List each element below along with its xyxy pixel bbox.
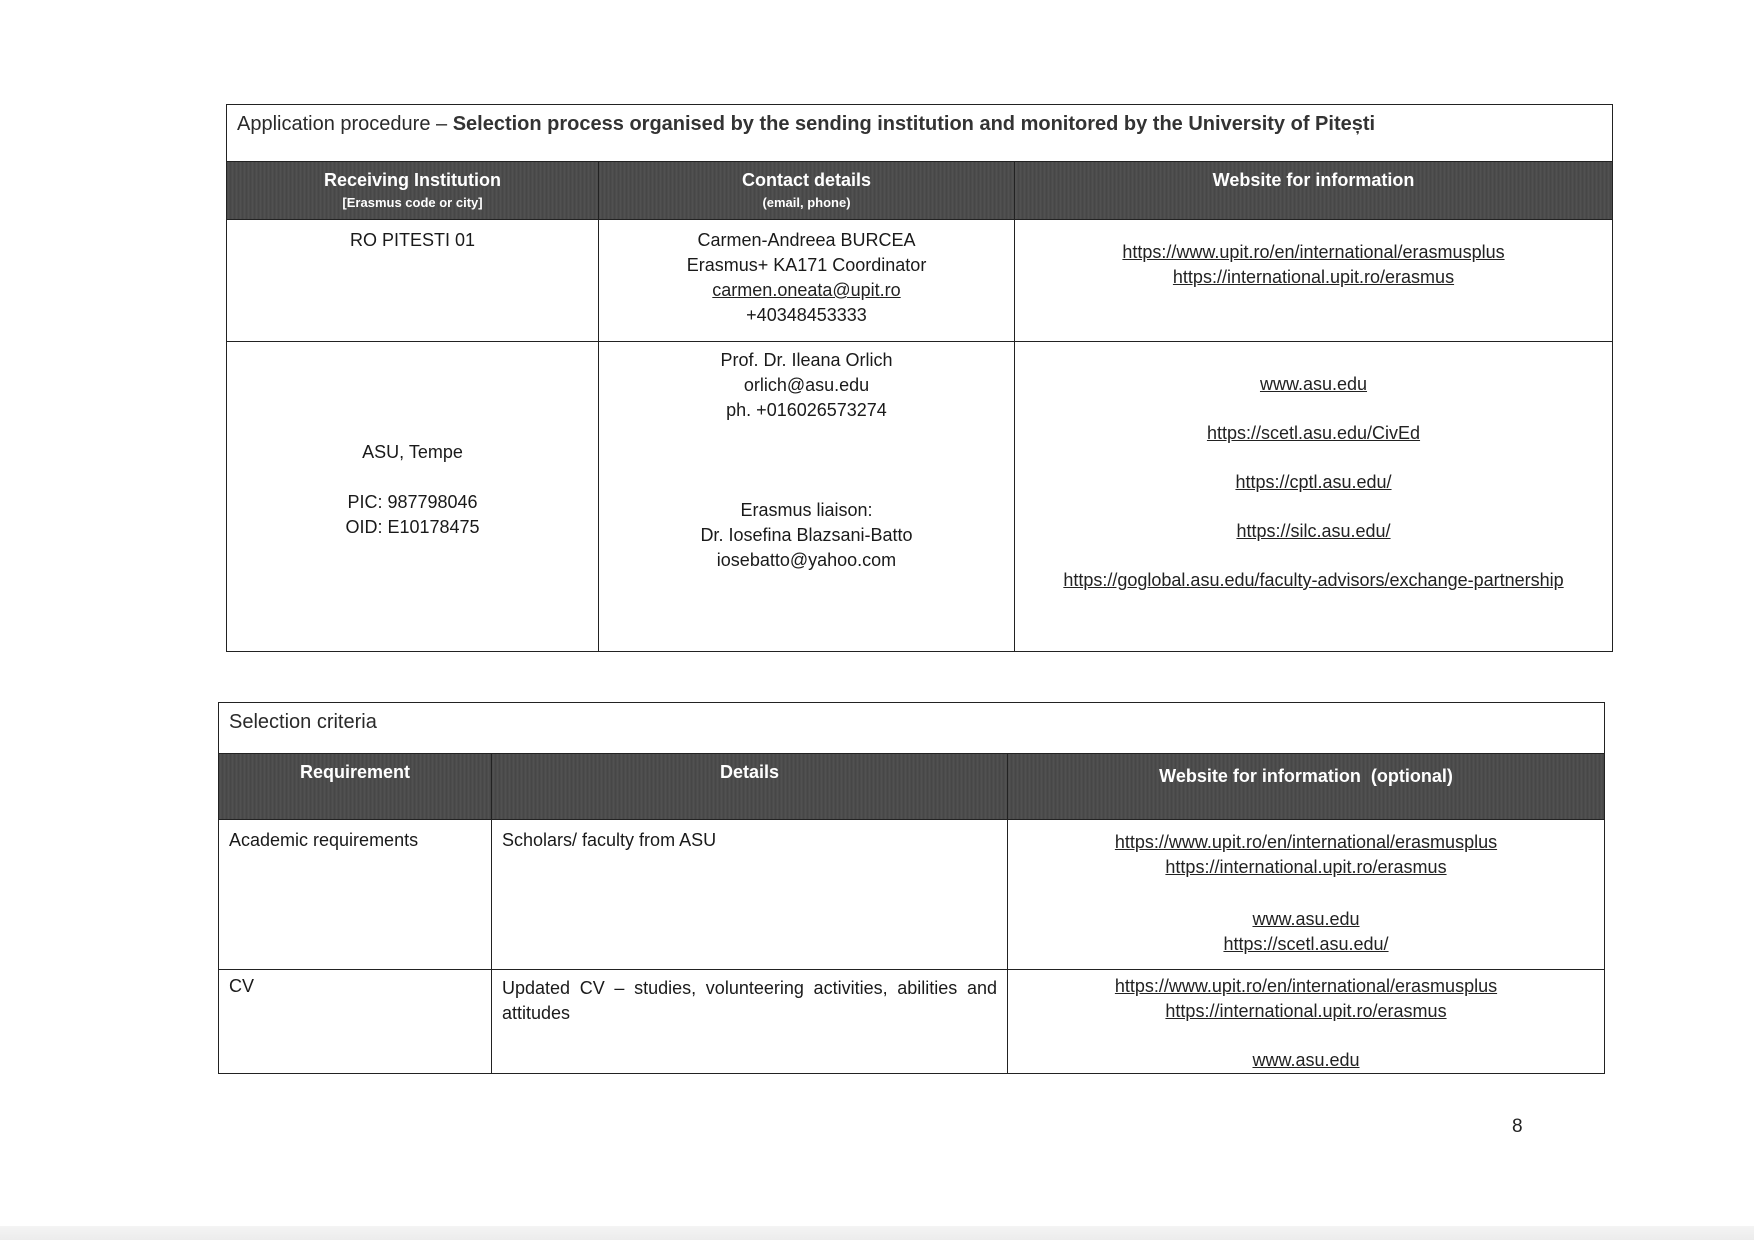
application-procedure-table bbox=[226, 104, 1613, 652]
details-text: Updated CV – studies, volunteering activities, abilities and attitudes bbox=[502, 978, 997, 1023]
application-caption-row bbox=[227, 105, 1613, 162]
header-requirement bbox=[219, 754, 492, 820]
website-cell bbox=[1008, 970, 1605, 1074]
header-details-label: Details bbox=[719, 762, 780, 782]
application-caption-light: Application procedure – bbox=[237, 113, 453, 135]
application-header-row bbox=[227, 162, 1613, 220]
contact-phone: +40348453333 bbox=[746, 305, 867, 325]
contact-cell bbox=[599, 220, 1015, 342]
selection-caption-text: Selection criteria bbox=[229, 711, 377, 733]
header-contact-details-label: Contact details bbox=[741, 170, 872, 190]
table-row bbox=[227, 220, 1613, 342]
requirement-cell bbox=[219, 970, 492, 1074]
website-link[interactable]: www.asu.edu bbox=[1259, 374, 1368, 394]
website-link[interactable]: https://international.upit.ro/erasmus bbox=[1172, 267, 1455, 287]
table-row bbox=[219, 820, 1605, 970]
website-link[interactable]: www.asu.edu bbox=[1252, 1050, 1360, 1070]
page-edge bbox=[0, 1226, 1754, 1240]
header-website bbox=[1015, 162, 1613, 220]
institution-oid: OID: E10178475 bbox=[345, 517, 480, 537]
selection-header-row bbox=[219, 754, 1605, 820]
liaison-name: Dr. Iosefina Blazsani-Batto bbox=[700, 525, 913, 545]
contact-name: Prof. Dr. Ileana Orlich bbox=[720, 350, 893, 370]
website-cell bbox=[1015, 342, 1613, 652]
header-contact-details bbox=[599, 162, 1015, 220]
website-link[interactable]: https://scetl.asu.edu/CivEd bbox=[1206, 423, 1421, 443]
application-caption bbox=[227, 105, 1613, 162]
header-receiving-institution-label: Receiving Institution bbox=[323, 170, 501, 190]
contact-email-link[interactable]: carmen.oneata@upit.ro bbox=[712, 280, 901, 300]
institution-pic: PIC: 987798046 bbox=[347, 492, 478, 512]
contact-phone: ph. +016026573274 bbox=[726, 400, 887, 420]
application-caption-bold: Selection process organised by the sending institution and monitored by the University of Pitești bbox=[452, 113, 1376, 135]
liaison-label: Erasmus liaison: bbox=[740, 500, 873, 520]
table-row bbox=[227, 342, 1613, 652]
institution-cell bbox=[227, 220, 599, 342]
website-link[interactable]: https://www.upit.ro/en/international/erasmusplus bbox=[1114, 832, 1498, 852]
header-receiving-institution-sub: [Erasmus code or city] bbox=[342, 195, 483, 210]
header-receiving-institution bbox=[227, 162, 599, 220]
contact-role: Erasmus+ KA171 Coordinator bbox=[686, 255, 927, 275]
selection-caption-row bbox=[219, 703, 1605, 754]
selection-criteria-table bbox=[218, 702, 1605, 1074]
website-link[interactable]: https://international.upit.ro/erasmus bbox=[1165, 857, 1447, 877]
page-number: 8 bbox=[1512, 1116, 1523, 1137]
header-website-label: Website for information bbox=[1212, 170, 1415, 190]
header-contact-details-sub: (email, phone) bbox=[762, 195, 851, 210]
website-link[interactable]: https://silc.asu.edu/ bbox=[1236, 521, 1391, 541]
requirement-text: Academic requirements bbox=[229, 830, 419, 850]
website-link[interactable]: www.asu.edu bbox=[1252, 909, 1360, 929]
website-link[interactable]: https://scetl.asu.edu/ bbox=[1223, 934, 1389, 954]
contact-name: Carmen-Andreea BURCEA bbox=[697, 230, 916, 250]
website-cell bbox=[1015, 220, 1613, 342]
details-cell bbox=[492, 820, 1008, 970]
requirement-cell bbox=[219, 820, 492, 970]
contact-cell bbox=[599, 342, 1015, 652]
website-link[interactable]: https://international.upit.ro/erasmus bbox=[1165, 1001, 1447, 1021]
details-cell bbox=[492, 970, 1008, 1074]
institution-code: RO PITESTI 01 bbox=[349, 230, 476, 250]
website-link[interactable]: https://www.upit.ro/en/international/erasmusplus bbox=[1122, 242, 1505, 262]
header-website-optional bbox=[1008, 754, 1605, 820]
institution-name: ASU, Tempe bbox=[362, 442, 463, 462]
website-link[interactable]: https://goglobal.asu.edu/faculty-advisors/exchange-partnership bbox=[1063, 570, 1564, 590]
website-cell bbox=[1008, 820, 1605, 970]
table-row bbox=[219, 970, 1605, 1074]
details-text: Scholars/ faculty from ASU bbox=[502, 830, 717, 850]
header-details bbox=[492, 754, 1008, 820]
selection-caption bbox=[219, 703, 1605, 754]
liaison-email: iosebatto@yahoo.com bbox=[716, 550, 897, 570]
header-requirement-label: Requirement bbox=[299, 762, 411, 782]
header-website-optional-label: Website for information (optional) bbox=[1159, 766, 1453, 786]
institution-cell bbox=[227, 342, 599, 652]
website-link[interactable]: https://cptl.asu.edu/ bbox=[1235, 472, 1392, 492]
website-link[interactable]: https://www.upit.ro/en/international/erasmusplus bbox=[1114, 976, 1498, 996]
requirement-text: CV bbox=[229, 976, 255, 996]
contact-email: orlich@asu.edu bbox=[743, 375, 870, 395]
